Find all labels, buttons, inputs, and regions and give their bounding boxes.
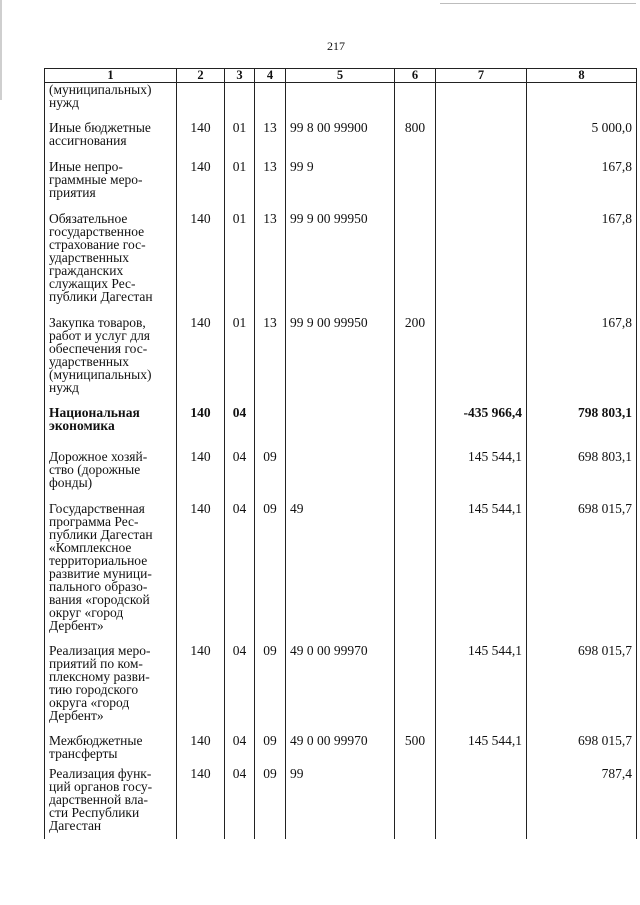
amount-total-cell	[527, 406, 637, 450]
expense-type-code: 500	[404, 733, 426, 748]
section-code: 01	[232, 120, 247, 135]
column-header: 8	[527, 69, 637, 83]
amount-total: 167,8	[601, 211, 632, 226]
amount-total: 167,8	[601, 159, 632, 174]
target-article-code: 99 9 00 99950	[290, 315, 368, 330]
section-code-cell	[225, 316, 255, 406]
ministry-code-cell	[177, 767, 225, 839]
item-name: Дорожное хозяй- ство (дорожные фонды)	[49, 449, 148, 490]
amount-total: 798 803,1	[578, 405, 632, 420]
target-article-code-cell	[286, 502, 395, 644]
ministry-code: 140	[190, 405, 211, 420]
section-code: 01	[232, 211, 247, 226]
subsection-code: 13	[263, 120, 277, 135]
column-header: 1	[45, 69, 177, 83]
target-article-code-cell	[286, 767, 395, 839]
table-row	[45, 406, 637, 450]
budget-table	[44, 68, 637, 839]
section-code-cell	[225, 212, 255, 316]
expense-type-code-cell	[395, 767, 436, 839]
section-code-cell	[225, 644, 255, 734]
item-name: (муниципальных) нужд	[49, 82, 152, 110]
ministry-code: 140	[190, 449, 211, 464]
column-header: 2	[177, 69, 225, 83]
table-row	[45, 121, 637, 160]
section-code-cell	[225, 502, 255, 644]
table-row	[45, 502, 637, 644]
amount-change: -435 966,4	[463, 405, 522, 420]
subsection-code-cell	[255, 316, 286, 406]
ministry-code-cell	[177, 160, 225, 212]
subsection-code: 13	[263, 211, 277, 226]
subsection-code: 09	[263, 643, 277, 658]
target-article-code-cell	[286, 406, 395, 450]
target-article-code: 99 8 00 99900	[290, 120, 368, 135]
section-code-cell	[225, 160, 255, 212]
expense-type-code-cell	[395, 212, 436, 316]
amount-change: 145 544,1	[468, 643, 522, 658]
expense-type-code-cell	[395, 406, 436, 450]
ministry-code: 140	[190, 643, 211, 658]
table-row	[45, 644, 637, 734]
ministry-code: 140	[190, 733, 211, 748]
section-code-cell	[225, 406, 255, 450]
amount-total-cell	[527, 316, 637, 406]
target-article-code-cell	[286, 450, 395, 502]
amount-change-cell	[436, 160, 527, 212]
ministry-code-cell	[177, 406, 225, 450]
subsection-code-cell	[255, 83, 286, 122]
table-row	[45, 316, 637, 406]
expense-type-code-cell	[395, 450, 436, 502]
amount-change-cell	[436, 316, 527, 406]
section-code-cell	[225, 734, 255, 767]
table-row	[45, 212, 637, 316]
item-name: Национальная экономика	[49, 405, 140, 433]
amount-total: 5 000,0	[591, 120, 632, 135]
table-row	[45, 767, 637, 839]
subsection-code: 09	[263, 501, 277, 516]
amount-total: 167,8	[601, 315, 632, 330]
table-row	[45, 83, 637, 122]
section-code-cell	[225, 767, 255, 839]
target-article-code-cell	[286, 316, 395, 406]
target-article-code: 49 0 00 99970	[290, 733, 368, 748]
top-rule	[440, 3, 636, 4]
section-code: 04	[232, 449, 247, 464]
table-row	[45, 734, 637, 767]
item-name-cell	[45, 502, 177, 644]
expense-type-code-cell	[395, 734, 436, 767]
column-header: 4	[255, 69, 286, 83]
subsection-code-cell	[255, 160, 286, 212]
subsection-code-cell	[255, 121, 286, 160]
item-name-cell	[45, 160, 177, 212]
section-code-cell	[225, 450, 255, 502]
amount-total-cell	[527, 767, 637, 839]
amount-total: 698 015,7	[578, 733, 632, 748]
item-name-cell	[45, 121, 177, 160]
target-article-code: 99 9 00 99950	[290, 211, 368, 226]
amount-change-cell	[436, 734, 527, 767]
amount-change: 145 544,1	[468, 733, 522, 748]
amount-total-cell	[527, 450, 637, 502]
expense-type-code-cell	[395, 502, 436, 644]
target-article-code: 49 0 00 99970	[290, 643, 368, 658]
subsection-code-cell	[255, 502, 286, 644]
page-number: 217	[327, 39, 345, 53]
amount-total: 698 015,7	[578, 643, 632, 658]
target-article-code-cell	[286, 734, 395, 767]
subsection-code-cell	[255, 406, 286, 450]
subsection-code: 09	[263, 766, 277, 781]
ministry-code-cell	[177, 502, 225, 644]
ministry-code-cell	[177, 316, 225, 406]
target-article-code-cell	[286, 83, 395, 122]
section-code: 04	[232, 733, 247, 748]
subsection-code-cell	[255, 212, 286, 316]
subsection-code: 09	[263, 733, 277, 748]
ministry-code: 140	[190, 315, 211, 330]
ministry-code: 140	[190, 501, 211, 516]
target-article-code-cell	[286, 212, 395, 316]
amount-change-cell	[436, 406, 527, 450]
item-name: Реализация меро- приятий по ком- плексному разви- тию городского округа «город Дербент»	[49, 643, 151, 723]
target-article-code: 99 9	[290, 159, 314, 174]
subsection-code-cell	[255, 450, 286, 502]
subsection-code-cell	[255, 734, 286, 767]
item-name: Обязательное государственное страхование гос- ударственных гражданских служащих Рес- публики Дагестан	[49, 211, 153, 304]
section-code: 04	[232, 766, 247, 781]
amount-change-cell	[436, 83, 527, 122]
column-header: 3	[225, 69, 255, 83]
section-code: 01	[232, 159, 247, 174]
expense-type-code-cell	[395, 316, 436, 406]
amount-change: 145 544,1	[468, 501, 522, 516]
table-row	[45, 450, 637, 502]
item-name-cell	[45, 734, 177, 767]
item-name-cell	[45, 644, 177, 734]
amount-total: 698 803,1	[578, 449, 632, 464]
target-article-code-cell	[286, 644, 395, 734]
amount-total-cell	[527, 502, 637, 644]
amount-change: 145 544,1	[468, 449, 522, 464]
subsection-code: 13	[263, 315, 277, 330]
item-name: Государственная программа Рес- публики Дагестан «Комплексное территориальное развитие муници- пального образо- вания «городской округ «город Дербент»	[49, 501, 153, 633]
section-code-cell	[225, 83, 255, 122]
amount-total-cell	[527, 644, 637, 734]
target-article-code: 99	[290, 766, 304, 781]
column-header: 6	[395, 69, 436, 83]
section-code: 04	[232, 643, 247, 658]
target-article-code-cell	[286, 160, 395, 212]
item-name: Реализация функ- ций органов госу- дарственной вла- сти Республики Дагестан	[49, 766, 153, 833]
amount-total: 787,4	[601, 766, 632, 781]
subsection-code: 09	[263, 449, 277, 464]
item-name-cell	[45, 83, 177, 122]
section-code-cell	[225, 121, 255, 160]
ministry-code: 140	[190, 211, 211, 226]
amount-change-cell	[436, 121, 527, 160]
target-article-code-cell	[286, 121, 395, 160]
table-row	[45, 160, 637, 212]
ministry-code-cell	[177, 83, 225, 122]
column-header: 5	[286, 69, 395, 83]
target-article-code: 49	[290, 501, 304, 516]
ministry-code-cell	[177, 644, 225, 734]
expense-type-code: 200	[404, 315, 426, 330]
expense-type-code: 800	[404, 120, 426, 135]
section-code: 01	[232, 315, 247, 330]
item-name-cell	[45, 767, 177, 839]
amount-total-cell	[527, 212, 637, 316]
section-code: 04	[232, 501, 247, 516]
item-name-cell	[45, 450, 177, 502]
amount-total-cell	[527, 83, 637, 122]
ministry-code-cell	[177, 212, 225, 316]
amount-change-cell	[436, 502, 527, 644]
item-name: Закупка товаров, работ и услуг для обеспечения гос- ударственных (муниципальных) нужд	[49, 315, 152, 395]
amount-total-cell	[527, 160, 637, 212]
item-name-cell	[45, 406, 177, 450]
amount-total-cell	[527, 121, 637, 160]
expense-type-code-cell	[395, 121, 436, 160]
item-name: Иные непро- граммные меро- приятия	[49, 159, 143, 200]
ministry-code: 140	[190, 766, 211, 781]
table-header-row	[45, 69, 637, 83]
ministry-code: 140	[190, 120, 211, 135]
expense-type-code-cell	[395, 160, 436, 212]
ministry-code-cell	[177, 450, 225, 502]
expense-type-code-cell	[395, 644, 436, 734]
amount-change-cell	[436, 450, 527, 502]
amount-total-cell	[527, 734, 637, 767]
amount-change-cell	[436, 212, 527, 316]
amount-change-cell	[436, 644, 527, 734]
section-code: 04	[232, 405, 247, 420]
item-name: Иные бюджетные ассигнования	[49, 120, 151, 148]
column-header: 7	[436, 69, 527, 83]
item-name-cell	[45, 316, 177, 406]
item-name-cell	[45, 212, 177, 316]
ministry-code-cell	[177, 734, 225, 767]
subsection-code-cell	[255, 767, 286, 839]
ministry-code: 140	[190, 159, 211, 174]
item-name: Межбюджетные трансферты	[49, 733, 143, 761]
expense-type-code-cell	[395, 83, 436, 122]
amount-change-cell	[436, 767, 527, 839]
amount-total: 698 015,7	[578, 501, 632, 516]
subsection-code: 13	[263, 159, 277, 174]
ministry-code-cell	[177, 121, 225, 160]
subsection-code-cell	[255, 644, 286, 734]
